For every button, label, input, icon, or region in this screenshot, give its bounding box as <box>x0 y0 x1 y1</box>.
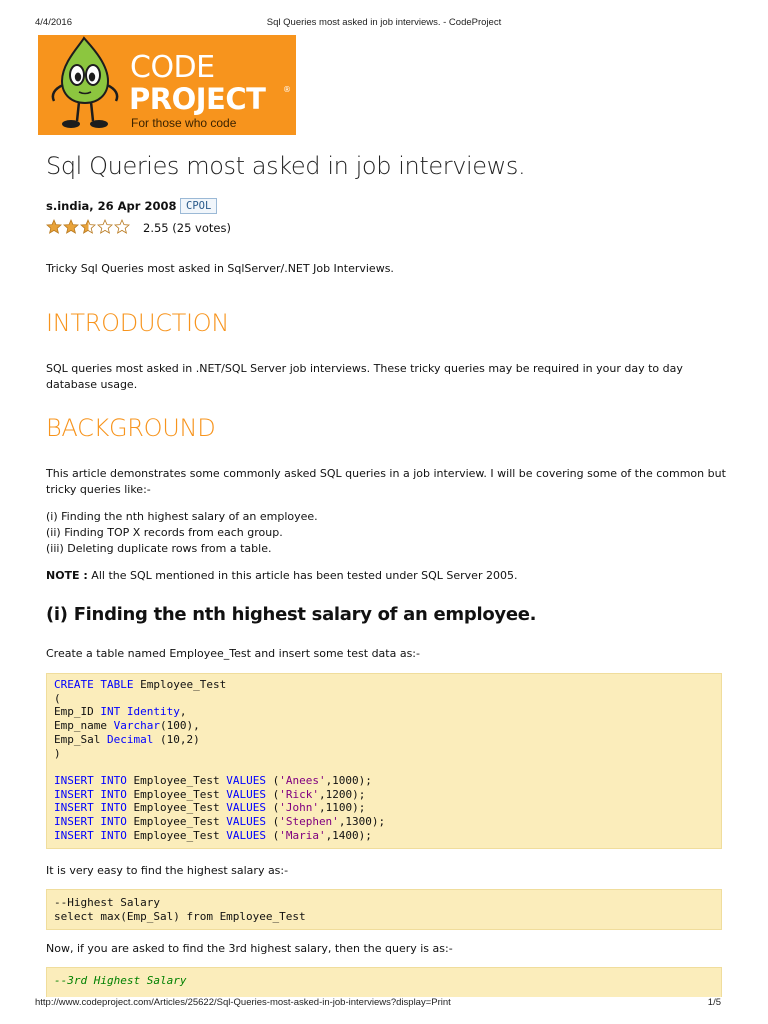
bob-mascot-icon <box>42 35 128 135</box>
note-label: NOTE : <box>46 569 88 582</box>
create-table-code-block[interactable]: CREATE TABLE Employee_Test ( Emp_ID INT Identity, Emp_name Varchar(100), Emp_Sal Decimal (10,2) ) INSERT INTO Employee_Test VALUES ('Anees',1000); INSERT INTO Employee_Test VALUES ('Rick',1200); INSERT INTO Employee_Test VALUES ('John',1100); INSERT INTO Employee_Test VALUES ('Stephen',1300); INSERT INTO Employee_Test VALUES ('Maria',1400); <box>46 673 722 849</box>
rating-stars[interactable] <box>46 219 131 234</box>
author-date[interactable]: s.india, 26 Apr 2008 <box>46 199 177 213</box>
logo-word-code: CODE <box>130 50 215 85</box>
star-full-icon <box>46 219 62 234</box>
list-item: (iii) Deleting duplicate rows from a table. <box>46 542 272 555</box>
highest-salary-text: It is very easy to find the highest salary as:- <box>46 864 289 877</box>
star-half-icon <box>80 219 96 234</box>
background-heading: BACKGROUND <box>46 414 216 442</box>
note-paragraph <box>46 568 726 584</box>
article-summary: Tricky Sql Queries most asked in SqlServer/.NET Job Interviews. <box>46 262 394 275</box>
note-text: All the SQL mentioned in this article has been tested under SQL Server 2005. <box>87 569 518 582</box>
query-topic-list <box>46 509 318 557</box>
article-title: Sql Queries most asked in job interviews. <box>46 152 526 180</box>
introduction-text: SQL queries most asked in .NET/SQL Server job interviews. These tricky queries may be required in your day to day database usage. <box>46 362 683 391</box>
introduction-heading: INTRODUCTION <box>46 309 230 337</box>
license-badge[interactable]: CPOL <box>180 198 217 214</box>
codeproject-logo[interactable] <box>38 35 296 135</box>
rating-text: 2.55 (25 votes) <box>143 221 231 235</box>
page-number: 1/5 <box>707 997 721 1008</box>
list-item: (ii) Finding TOP X records from each group. <box>46 526 283 539</box>
star-empty-icon <box>114 219 130 234</box>
third-highest-text: Now, if you are asked to find the 3rd highest salary, then the query is as:- <box>46 942 453 955</box>
print-header <box>35 17 733 31</box>
logo-registered-mark: ® <box>283 85 291 94</box>
highest-salary-code-block[interactable]: --Highest Salary select max(Emp_Sal) from Employee_Test <box>46 889 722 930</box>
star-full-icon <box>63 219 79 234</box>
background-text: This article demonstrates some commonly asked SQL queries in a job interview. I will be covering some of the common but tricky queries like:- <box>46 467 726 496</box>
print-url[interactable]: http://www.codeproject.com/Articles/25622/Sql-Queries-most-asked-in-job-interviews?display=Print <box>35 997 451 1008</box>
third-highest-code-block[interactable]: --3rd Highest Salary <box>46 967 722 997</box>
logo-tagline: For those who code <box>131 116 237 130</box>
print-page-title: Sql Queries most asked in job interviews. - CodeProject <box>266 17 502 28</box>
print-date: 4/4/2016 <box>35 17 72 28</box>
nth-salary-heading: (i) Finding the nth highest salary of an employee. <box>46 604 537 625</box>
print-footer <box>35 997 733 1011</box>
star-empty-icon <box>97 219 113 234</box>
list-item: (i) Finding the nth highest salary of an employee. <box>46 510 318 523</box>
logo-word-project: PROJECT <box>129 82 266 116</box>
create-table-text: Create a table named Employee_Test and insert some test data as:- <box>46 647 420 660</box>
